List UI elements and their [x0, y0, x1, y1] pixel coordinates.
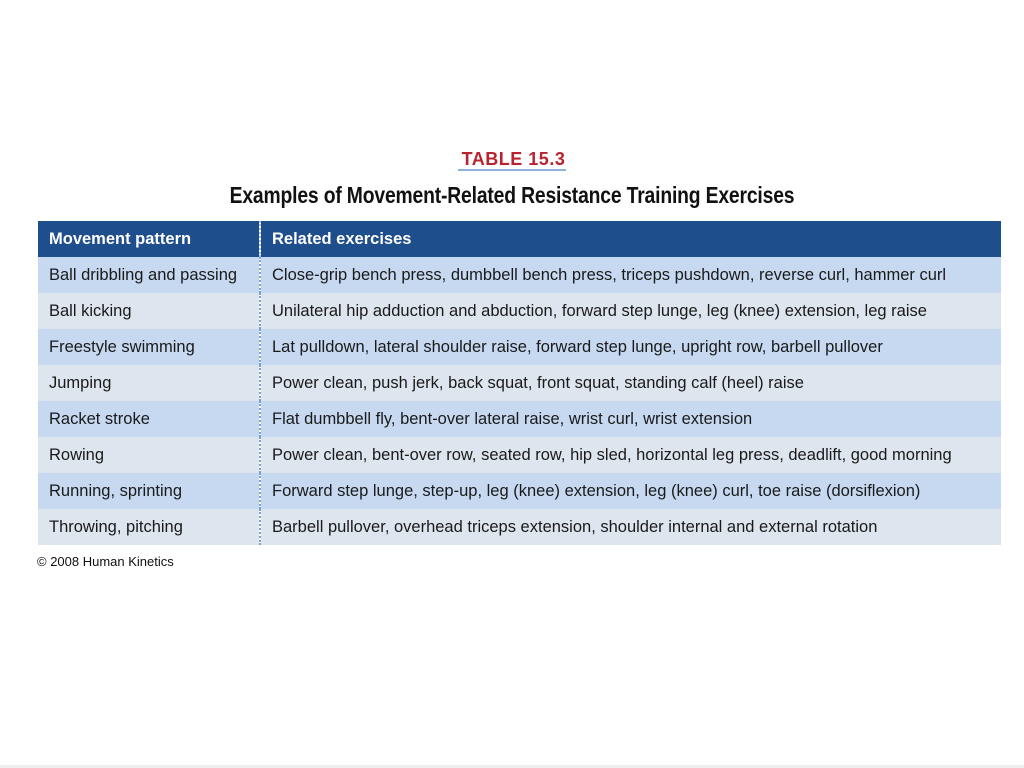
table-row — [38, 473, 1001, 509]
exercise-table — [38, 221, 1001, 545]
movement-cell: Ball kicking — [38, 293, 260, 329]
table-header-row — [38, 221, 1001, 257]
table-row — [38, 509, 1001, 545]
exercises-cell: Flat dumbbell fly, bent-over lateral raise, wrist curl, wrist extension — [260, 401, 1001, 437]
exercises-cell: Power clean, push jerk, back squat, front squat, standing calf (heel) raise — [260, 365, 1001, 401]
exercises-cell: Forward step lunge, step-up, leg (knee) extension, leg (knee) curl, toe raise (dorsiflexion) — [260, 473, 1001, 509]
table-label-text: TABLE 15.3 — [458, 149, 567, 171]
table-row — [38, 257, 1001, 293]
movement-cell: Throwing, pitching — [38, 509, 260, 545]
movement-cell: Racket stroke — [38, 401, 260, 437]
movement-cell: Freestyle swimming — [38, 329, 260, 365]
movement-cell: Ball dribbling and passing — [38, 257, 260, 293]
exercises-cell: Power clean, bent-over row, seated row, hip sled, horizontal leg press, deadlift, good morning — [260, 437, 1001, 473]
table-row — [38, 329, 1001, 365]
movement-cell: Running, sprinting — [38, 473, 260, 509]
exercises-cell: Lat pulldown, lateral shoulder raise, forward step lunge, upright row, barbell pullover — [260, 329, 1001, 365]
table-row — [38, 437, 1001, 473]
table-row — [38, 293, 1001, 329]
copyright-credit: © 2008 Human Kinetics — [37, 554, 174, 569]
table-title: Examples of Movement-Related Resistance Training Exercises — [229, 182, 795, 208]
movement-cell: Jumping — [38, 365, 260, 401]
exercises-cell: Barbell pullover, overhead triceps extension, shoulder internal and external rotation — [260, 509, 1001, 545]
table-label — [0, 148, 1024, 171]
table-row — [38, 401, 1001, 437]
exercises-cell: Close-grip bench press, dumbbell bench press, triceps pushdown, reverse curl, hammer curl — [260, 257, 1001, 293]
header-related-exercises: Related exercises — [260, 221, 1001, 257]
movement-cell: Rowing — [38, 437, 260, 473]
table-row — [38, 365, 1001, 401]
exercises-cell: Unilateral hip adduction and abduction, forward step lunge, leg (knee) extension, leg raise — [260, 293, 1001, 329]
header-movement-pattern: Movement pattern — [38, 221, 260, 257]
